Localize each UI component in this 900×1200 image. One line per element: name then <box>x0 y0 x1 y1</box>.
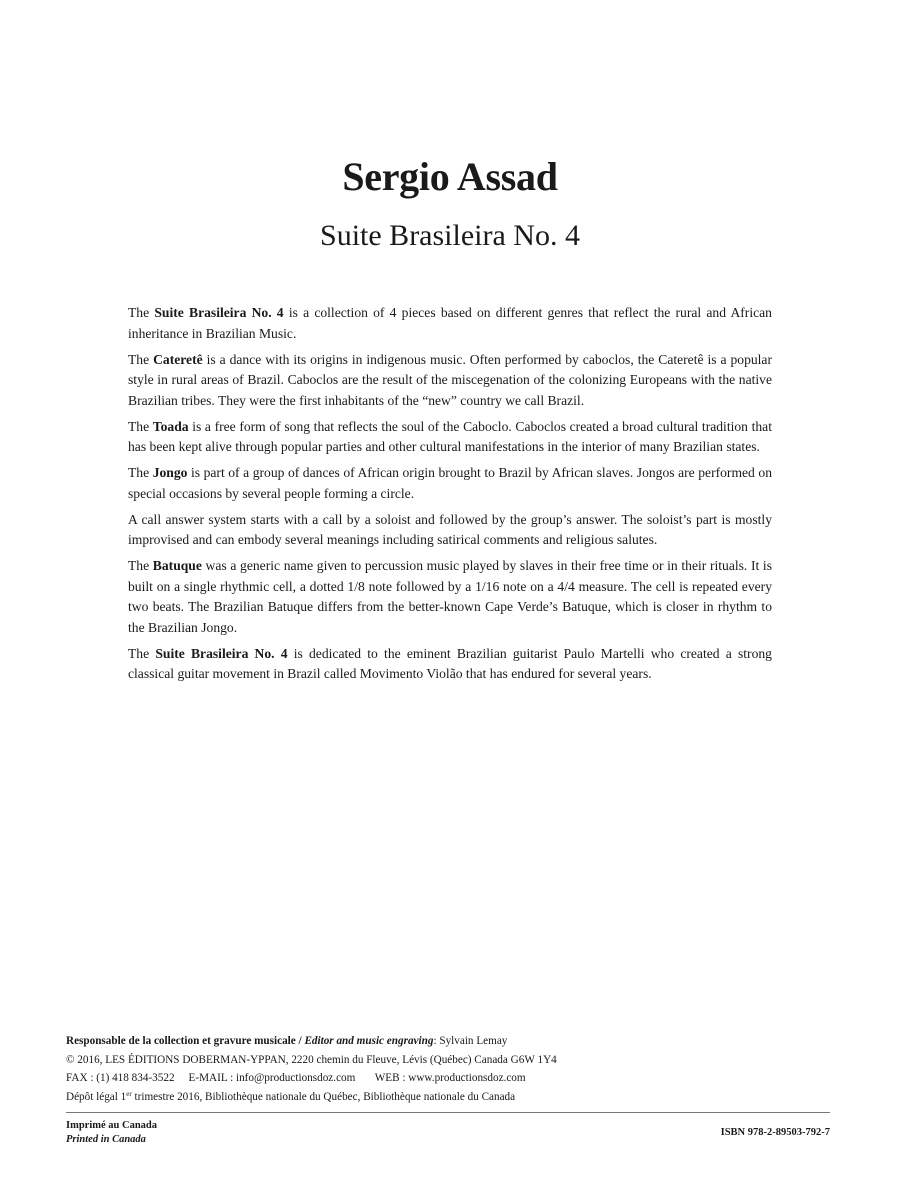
paragraph-intro: The Suite Brasileira No. 4 is a collection of 4 pieces based on different genres that reflect the rural and African inheritance in Brazilian Music. <box>128 305 772 341</box>
paragraph-caterete: The Cateretê is a dance with its origins in indigenous music. Often performed by caboclos, the Cateretê is a popular style in rural areas of Brazil. Caboclos are the result of the miscegenation of the colonizing Europeans with the native Brazilian tribes. They were the first inhabitants of the “new” country we call Brazil. <box>128 351 772 408</box>
printed-in <box>66 1119 157 1147</box>
page-title: Sergio Assad <box>342 154 558 199</box>
credit-contact: FAX : (1) 418 834-3522 E-MAIL : info@productionsdoz.com WEB : www.productionsdoz.com <box>66 1072 526 1084</box>
paragraph-dedication: The Suite Brasileira No. 4 is dedicated to the eminent Brazilian guitarist Paulo Martelli who created a strong classical guitar movement in Brazil called Movimento Violão that has endured for several years. <box>128 645 772 681</box>
printed-en: Printed in Canada <box>66 1134 146 1145</box>
page-subtitle: Suite Brasileira No. 4 <box>320 219 580 252</box>
credit-editor: Responsable de la collection et gravure musicale / Editor and music engraving: Sylvain Lemay <box>66 1035 508 1047</box>
paragraph-toada: The Toada is a free form of song that reflects the soul of the Caboclo. Caboclos created a broad cultural tradition that has been kept alive through popular parties and other cultural manifestations in the interior of many Brazilian states. <box>128 418 772 454</box>
credit-legal-deposit: Dépôt légal 1er trimestre 2016, Bibliothèque nationale du Québec, Bibliothèque nationale du Canada <box>66 1089 516 1103</box>
publisher-credits <box>66 1032 826 1106</box>
paragraph-jongo: The Jongo is part of a group of dances of African origin brought to Brazil by African slaves. Jongos are performed on special occasions by several people forming a circle. <box>128 465 772 501</box>
paragraph-call-answer: A call answer system starts with a call by a soloist and followed by the group’s answer. The soloist’s part is mostly improvised and can embody several meanings including satirical comments and religious salutes. <box>128 511 772 547</box>
footer-divider <box>66 1112 830 1113</box>
paragraph-batuque: The Batuque was a generic name given to percussion music played by slaves in their free time or in their rituals. It is built on a single rhythmic cell, a dotted 1/8 note followed by a 1/16 note on a 4/4 measure. The cell is repeated every two beats. The Brazilian Batuque differs from the better-known Cape Verde’s Batuque, which is closer in rhythm to the Brazilian Jongo. <box>128 558 772 635</box>
isbn: ISBN 978-2-89503-792-7 <box>720 1127 830 1138</box>
credit-copyright: © 2016, LES ÉDITIONS DOBERMAN-YPPAN, 2220 chemin du Fleuve, Lévis (Québec) Canada G6W 1Y4 <box>66 1053 557 1066</box>
body-text <box>128 303 772 690</box>
printed-fr: Imprimé au Canada <box>66 1120 158 1131</box>
